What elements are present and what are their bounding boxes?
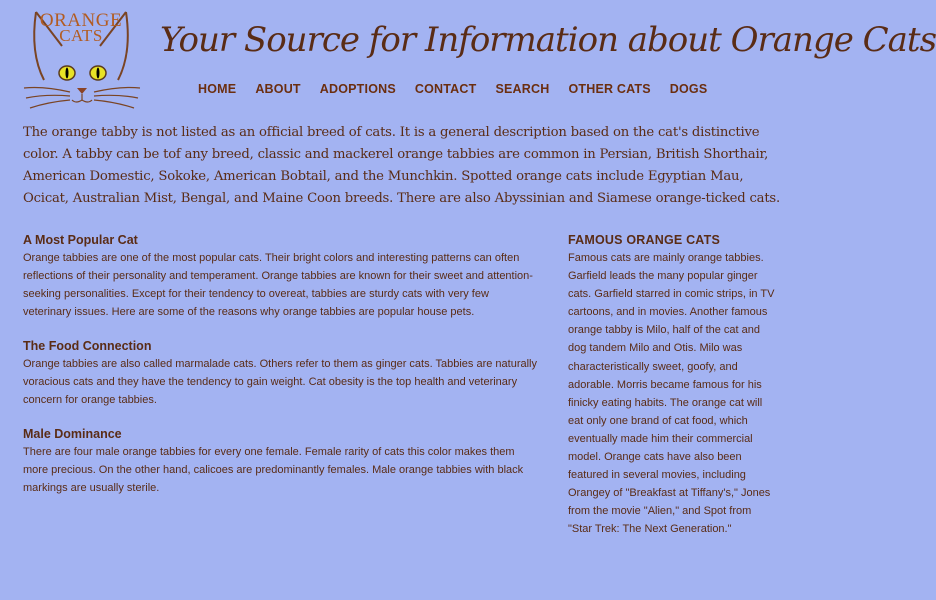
- nav-home[interactable]: HOME: [198, 82, 237, 96]
- section-body: There are four male orange tabbies for every one female. Female rarity of cats this color makes them more precious. On the other hand, calicoes are predominantly females. Male orange tabbies with black markings are usually sterile.: [23, 446, 524, 494]
- sidebar-body: Famous cats are mainly orange tabbies. Garfield leads the many popular ginger cats. Garfield starred in comic strips, in TV cartoons, and in movies. Another famous orange tabby is Milo, half of the cat and dog tandem Milo and Otis. Milo was characteristically sweet, goofy, and adorable. Morris became famous for his finicky eating habits. The orange cat will eat only one brand of cat food, which eventually made him their commercial model. Orange cats have also been featured in several movies, including Orangey of "Breakfast at Tiffany's," Jones from the movie "Alien," and Spot from "Star Trek: The Next Generation.": [568, 252, 775, 536]
- nav-search[interactable]: SEARCH: [495, 82, 550, 96]
- sidebar-famous-cats: [568, 233, 776, 539]
- nav-dogs[interactable]: DOGS: [669, 82, 708, 96]
- nav-about[interactable]: ABOUT: [255, 82, 301, 96]
- section-heading: A Most Popular Cat: [23, 233, 138, 247]
- main-nav: [198, 82, 726, 96]
- section-heading: The Food Connection: [23, 339, 152, 353]
- section-food-connection: [23, 339, 538, 409]
- section-body: Orange tabbies are one of the most popular cats. Their bright colors and interesting patterns can often reflections of their personality and temperament. Orange tabbies are known for their sweet and attention-seeking personalities. Except for their tendency to overeat, tabbies are sturdy cats with very few veterinary issues. Here are some of the reasons why orange tabbies are popular house pets.: [23, 252, 533, 318]
- section-heading: Male Dominance: [23, 427, 122, 441]
- nav-other-cats[interactable]: OTHER CATS: [568, 82, 651, 96]
- intro-paragraph: The orange tabby is not listed as an official breed of cats. It is a general description based on the cat's distinctive color. A tabby can be tof any breed, classic and mackerel orange tabbies are common in Persian, British Shorthair, American Domestic, Sokoke, American Bobtail, and the Munchkin. Spotted orange cats include Egyptian Mau, Ocicat, Australian Mist, Bengal, and Maine Coon breeds. There are also Abyssinian and Siamese orange-ticked cats.: [23, 125, 780, 206]
- section-popular-cat: [23, 233, 538, 321]
- logo-text-orange: ORANGE: [39, 10, 123, 31]
- nav-contact[interactable]: CONTACT: [414, 82, 477, 96]
- section-body: Orange tabbies are also called marmalade cats. Others refer to them as ginger cats. Tabbies are naturally voracious cats and they have the tendency to gain weight. Cat obesity is the top health and veterinary concern for orange tabbies.: [23, 358, 538, 406]
- main-content: [23, 233, 538, 515]
- section-male-dominance: [23, 427, 538, 497]
- site-logo[interactable]: [22, 8, 142, 112]
- logo-text-cats: CATS: [59, 26, 103, 45]
- nav-adoptions[interactable]: ADOPTIONS: [319, 82, 396, 96]
- site-tagline: Your Source for Information about Orange Cats: [160, 20, 936, 60]
- sidebar-heading: FAMOUS ORANGE CATS: [568, 233, 720, 247]
